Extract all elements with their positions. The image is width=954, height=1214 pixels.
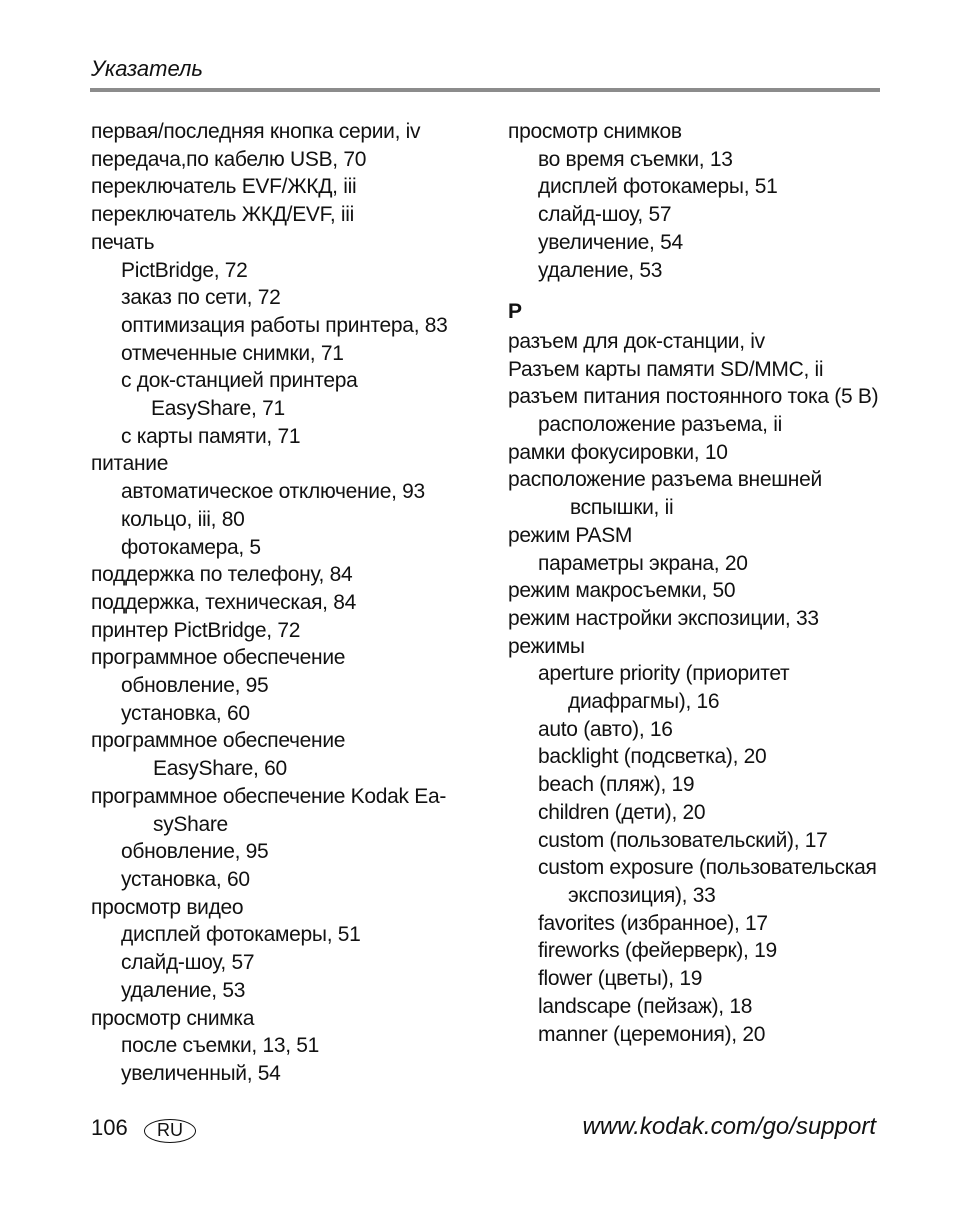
index-subentry: фотокамера, 5	[121, 535, 261, 559]
index-subentry: favorites (избранное), 17	[538, 911, 768, 935]
index-subentry: отмеченные снимки, 71	[121, 341, 344, 365]
index-subentry: во время съемки, 13	[538, 147, 733, 171]
index-subentry: установка, 60	[121, 701, 250, 725]
index-entry: переключатель ЖКД/EVF, iii	[91, 203, 354, 227]
index-subentry: children (дети), 20	[538, 800, 706, 824]
support-url[interactable]: www.kodak.com/go/support	[582, 1113, 876, 1140]
index-subentry: fireworks (фейерверк), 19	[538, 939, 777, 963]
index-subentry: установка, 60	[121, 867, 250, 891]
index-entry: рамки фокусировки, 10	[508, 440, 728, 464]
index-subentry: custom (пользовательский), 17	[538, 828, 828, 852]
index-entry: просмотр снимков	[508, 120, 682, 143]
index-entry: режимы	[508, 634, 585, 658]
index-entry: программное обеспечение Kodak Ea-	[91, 784, 447, 808]
index-subentry: заказ по сети, 72	[121, 286, 281, 310]
index-entry: передача,по кабелю USB, 70	[91, 147, 367, 171]
index-subentry: увеличение, 54	[538, 230, 683, 254]
index-entry: принтер PictBridge, 72	[91, 618, 301, 642]
index-subentry: backlight (подсветка), 20	[538, 745, 767, 769]
index-group-r	[508, 328, 898, 1048]
index-subentry: удаление, 53	[538, 258, 663, 282]
index-entry: поддержка по телефону, 84	[91, 563, 353, 587]
page-number: 106	[91, 1115, 128, 1140]
index-entry: разъем для док-станции, iv	[508, 329, 765, 353]
index-subentry: дисплей фотокамеры, 51	[121, 923, 361, 947]
index-entry: печать	[91, 230, 155, 254]
header-divider	[90, 88, 880, 92]
index-column-right	[508, 118, 898, 1048]
index-subentry: EasyShare, 71	[151, 397, 285, 421]
index-entry: первая/последняя кнопка серии, iv	[91, 120, 421, 143]
index-subentry: manner (церемония), 20	[538, 1022, 766, 1046]
index-subentry: custom exposure (пользовательская	[538, 856, 877, 880]
index-subentry: flower (цветы), 19	[538, 967, 703, 991]
index-entry: режим настройки экспозиции, 33	[508, 606, 819, 630]
index-subentry: aperture priority (приоритет	[538, 662, 790, 686]
index-subentry: диафрагмы), 16	[568, 690, 720, 714]
index-subentry: landscape (пейзаж), 18	[538, 994, 753, 1018]
language-badge: RU	[144, 1119, 196, 1143]
index-subentry: экспозиция), 33	[568, 883, 716, 907]
index-subentry: слайд-шоу, 57	[538, 203, 672, 227]
index-entry: режим PASM	[508, 523, 633, 547]
index-subentry: кольцо, iii, 80	[121, 507, 245, 531]
index-subentry: EasyShare, 60	[153, 757, 287, 781]
index-subentry: обновление, 95	[121, 840, 269, 864]
page-header-title: Указатель	[91, 56, 203, 81]
index-entry: разъем питания постоянного тока (5 В)	[508, 385, 879, 409]
index-entry: питание	[91, 452, 169, 476]
index-subentry: beach (пляж), 19	[538, 773, 695, 797]
index-entry: просмотр видео	[91, 895, 244, 919]
index-entry: Разъем карты памяти SD/MMC, ii	[508, 357, 824, 381]
index-subentry: слайд-шоу, 57	[121, 951, 255, 975]
index-subentry: с карты памяти, 71	[121, 424, 301, 448]
index-subentry: с док-станцией принтера	[121, 369, 358, 393]
index-subentry: параметры экрана, 20	[538, 551, 748, 575]
index-column-left	[91, 118, 471, 1088]
index-subentry: PictBridge, 72	[121, 258, 248, 282]
index-entry: просмотр снимка	[91, 1006, 255, 1030]
index-entry: программное обеспечение	[91, 729, 346, 753]
index-subentry: автоматическое отключение, 93	[121, 480, 425, 504]
index-entry: режим макросъемки, 50	[508, 579, 736, 603]
index-subentry: syShare	[153, 812, 228, 836]
index-group-p-continued	[508, 118, 898, 284]
index-subentry: оптимизация работы принтера, 83	[121, 313, 448, 337]
index-subentry: удаление, 53	[121, 978, 246, 1002]
index-subentry: расположение разъема, ii	[538, 413, 782, 437]
index-entry: программное обеспечение	[91, 646, 346, 670]
index-entry: поддержка, техническая, 84	[91, 590, 356, 614]
index-subentry: auto (авто), 16	[538, 717, 673, 741]
index-entry: расположение разъема внешней	[508, 468, 822, 492]
index-subentry: дисплей фотокамеры, 51	[538, 175, 778, 199]
index-subentry: после съемки, 13, 51	[121, 1034, 320, 1058]
index-subentry: обновление, 95	[121, 674, 269, 698]
index-subentry: увеличенный, 54	[121, 1061, 281, 1085]
section-letter: Р	[508, 300, 523, 324]
index-subentry: вспышки, ii	[570, 496, 674, 520]
index-entry: переключатель EVF/ЖКД, iii	[91, 175, 357, 199]
